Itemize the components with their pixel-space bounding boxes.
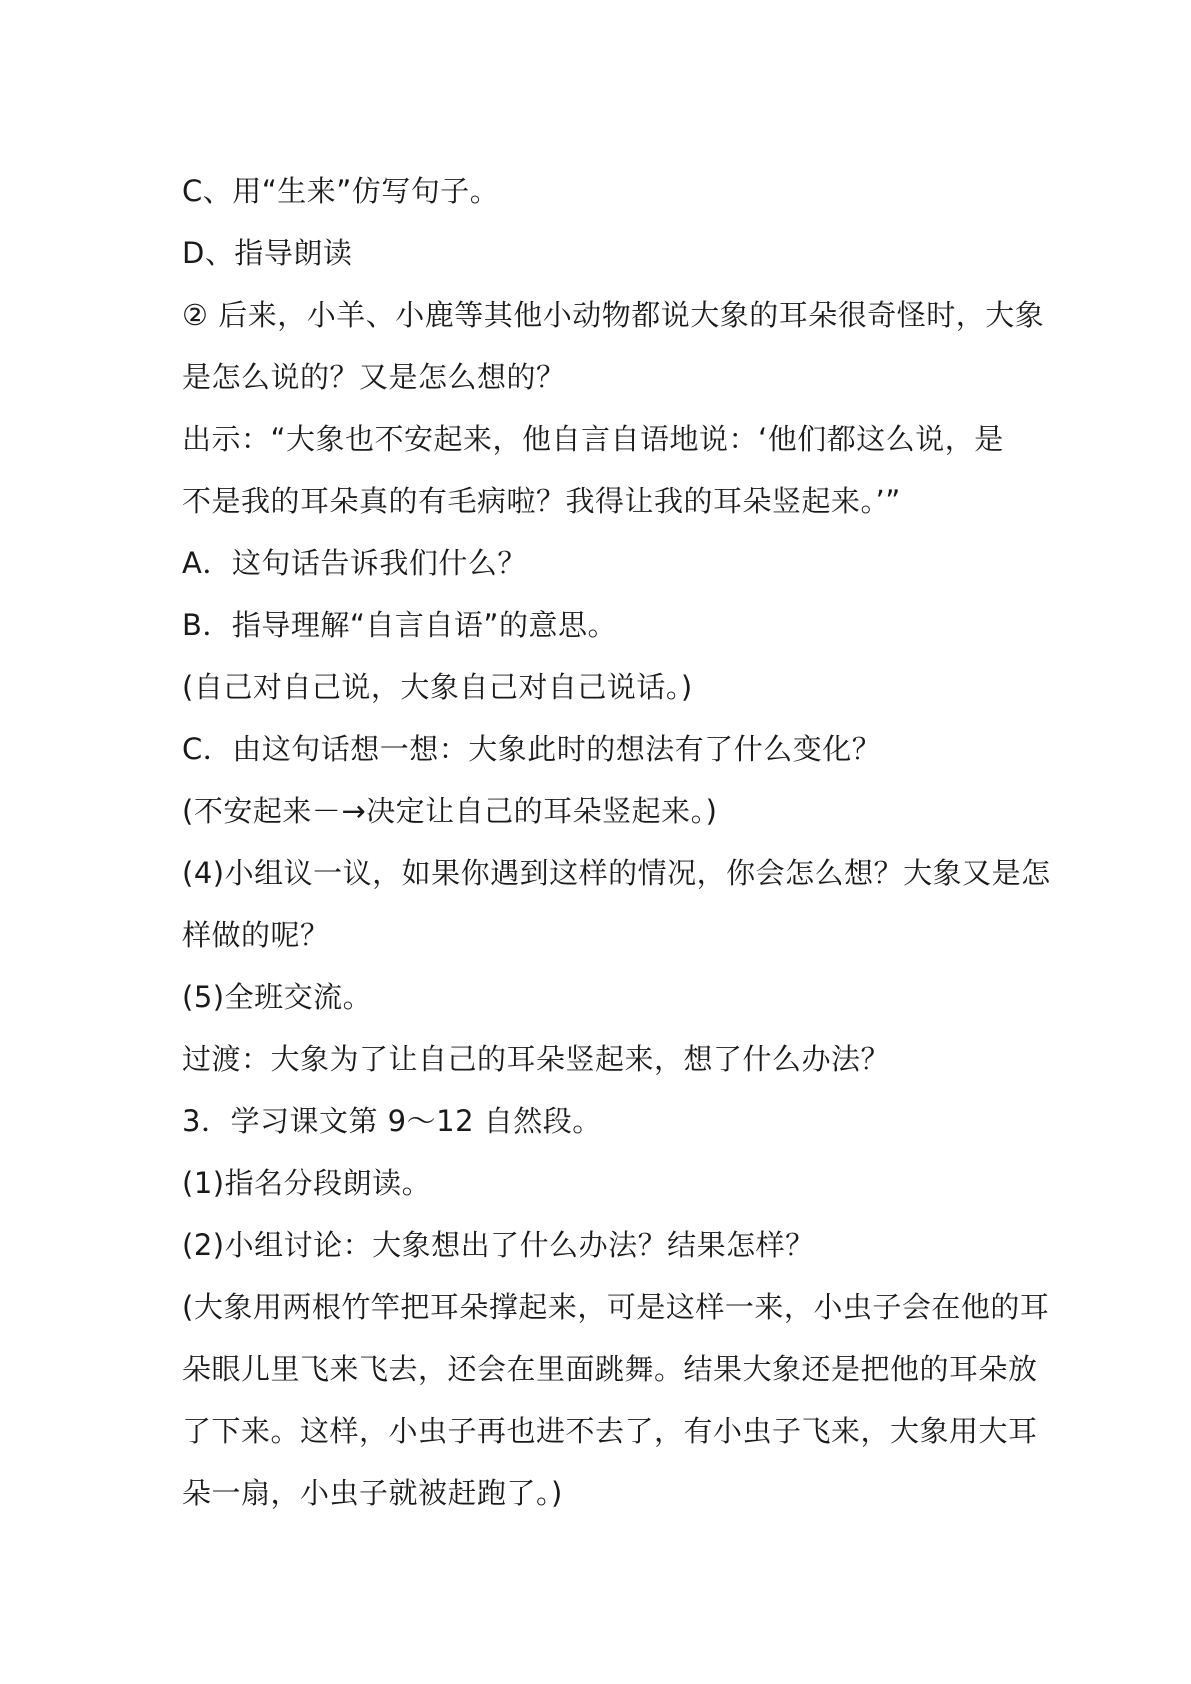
text-line: (2)小组讨论：大象想出了什么办法？结果怎样？ bbox=[182, 1228, 815, 1262]
text-line: B．指导理解“自言自语”的意思。 bbox=[182, 608, 617, 642]
text-line: 过渡：大象为了让自己的耳朵竖起来，想了什么办法？ bbox=[182, 1042, 891, 1076]
text-line: D、指导朗读 bbox=[182, 236, 353, 270]
text-line: C．由这句话想一想：大象此时的想法有了什么变化？ bbox=[182, 732, 882, 766]
text-line: 朵眼儿里飞来飞去，还会在里面跳舞。结果大象还是把他的耳朵放 bbox=[182, 1352, 1038, 1386]
text-line: 不是我的耳朵真的有毛病啦？我得让我的耳朵竖起来。’” bbox=[182, 484, 901, 518]
text-line: 了下来。这样，小虫子再也进不去了，有小虫子飞来，大象用大耳 bbox=[182, 1414, 1038, 1448]
text-line: 出示：“大象也不安起来，他自言自语地说：‘他们都这么说，是 bbox=[182, 422, 1004, 456]
text-line: C、用“生来”仿写句子。 bbox=[182, 174, 500, 208]
text-line: (自己对自己说，大象自己对自己说话。) bbox=[182, 670, 693, 704]
text-line: 朵一扇，小虫子就被赶跑了。) bbox=[182, 1476, 563, 1510]
text-line: 样做的呢？ bbox=[182, 918, 330, 952]
text-line: (4)小组议一议，如果你遇到这样的情况，你会怎么想？大象又是怎 bbox=[182, 856, 1051, 890]
text-line: (1)指名分段朗读。 bbox=[182, 1166, 432, 1200]
text-line: ② 后来，小羊、小鹿等其他小动物都说大象的耳朵很奇怪时，大象 bbox=[182, 298, 1045, 332]
text-line: (大象用两根竹竿把耳朵撑起来，可是这样一来，小虫子会在他的耳 bbox=[182, 1290, 1050, 1324]
document-body bbox=[182, 160, 1051, 1524]
text-line: 是怎么说的？又是怎么想的？ bbox=[182, 360, 566, 394]
text-line: 3．学习课文第 9～12 自然段。 bbox=[182, 1104, 602, 1138]
text-line: (不安起来－→决定让自己的耳朵竖起来。) bbox=[182, 794, 718, 828]
text-line: A．这句话告诉我们什么？ bbox=[182, 546, 527, 580]
text-line: (5)全班交流。 bbox=[182, 980, 373, 1014]
